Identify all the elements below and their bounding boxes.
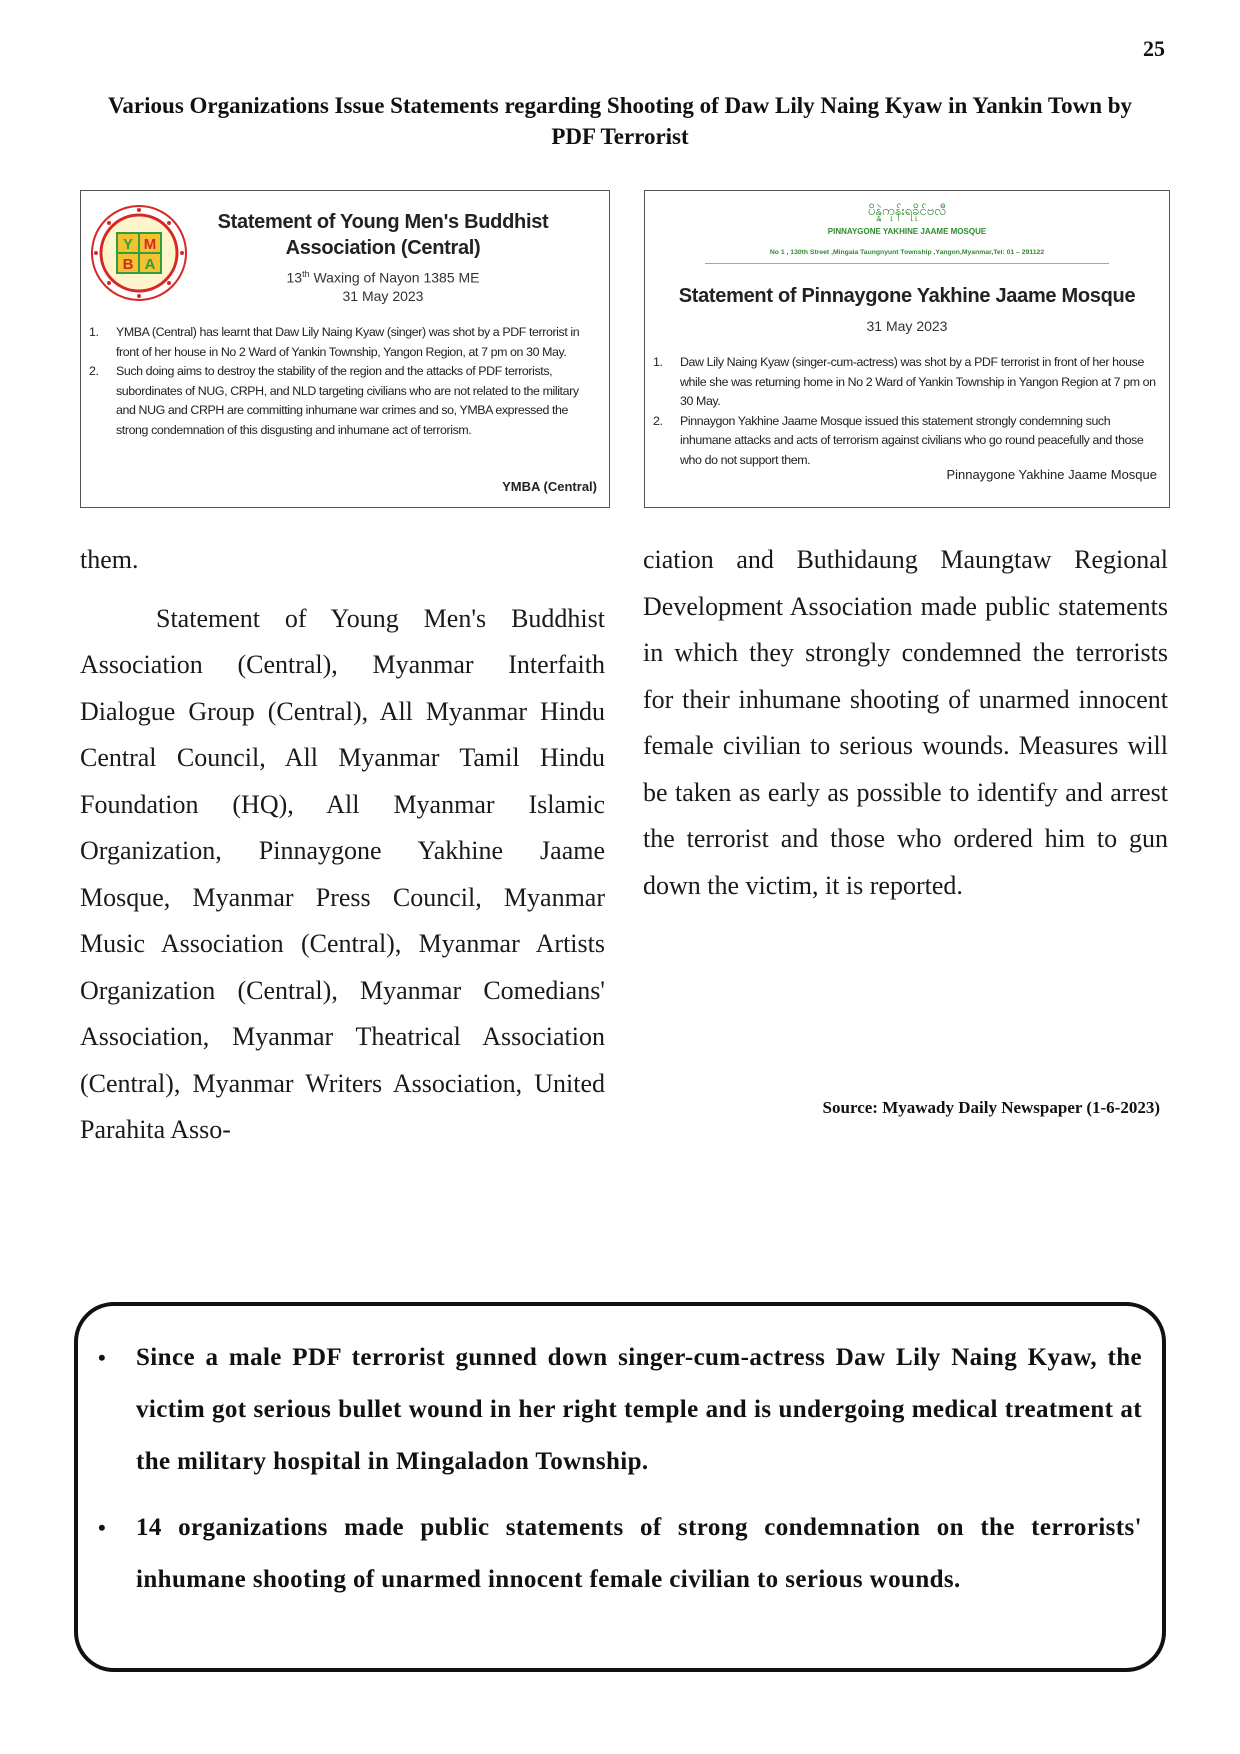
statement-point (89, 323, 601, 362)
point-text: Such doing aims to destroy the stability of the region and the attacks of PDF terrorists, subordinates of NUG, CRPH, and NLD targeting civilians who are not related to the military and NUG and CRPH are committing inhumane war crimes and so, YMBA expressed the strong condemnation of this disgusting and inhumane act of terrorism. (116, 364, 579, 437)
page-number: 25 (1143, 36, 1165, 61)
summary-list (98, 1332, 1142, 1620)
mosque-statement-date: 31 May 2023 (866, 318, 948, 334)
source-note: Source: Myawady Daily Newspaper (1-6-2023) (822, 1098, 1160, 1117)
statement-point (89, 362, 601, 440)
mosque-letterhead-address: No 1 , 130th Street ,Mingala Taungnyunt Township ,Yangon,Myanmar,Tel: 01 – 291122 (769, 249, 1045, 256)
statement-point (653, 353, 1161, 412)
mosque-statement-header (645, 283, 1169, 335)
summary-item (98, 1332, 1142, 1488)
summary-text: Since a male PDF terrorist gunned down singer-cum-actress Daw Lily Naing Kyaw, the victim got serious bullet wound in her right temple and is undergoing medical treatment at the military hospital in Mingaladon Township. (136, 1344, 1142, 1475)
point-text: Pinnaygon Yakhine Jaame Mosque issued this statement strongly condemning such inhumane attacks and acts of terrorism against civilians who go round peacefully and those who do not support them. (680, 413, 1144, 467)
bullet-icon: • (98, 1345, 107, 1370)
point-number: 1. (653, 355, 663, 369)
ymba-statement-image (80, 190, 610, 508)
logo-letter: M (143, 236, 157, 253)
date-suffix: th (302, 269, 310, 279)
point-number: 2. (89, 364, 99, 378)
point-number: 1. (89, 325, 99, 339)
ymba-statement-points (89, 323, 601, 440)
body-paragraph: ciation and Buthidaung Maungtaw Regional Development Association made public statements in which they strongly condemned the terrorists for their inhumane shooting of unarmed innocent female civilian to serious wounds. Measures will be taken as early as possible to identify and arrest the terrorist and those who ordered him to gun down the victim, it is reported. (643, 545, 1168, 900)
mosque-myanmar-header: ပိန္နဲကုန်းရခိုင်ဗလီ (867, 203, 947, 218)
mosque-statement-title: Statement of Pinnaygone Yakhine Jaame Mosque (678, 285, 1136, 307)
ymba-statement-date-line (193, 265, 573, 287)
statement-point (653, 412, 1161, 471)
date-rest: Waxing of Nayon 1385 ME (309, 269, 480, 286)
body-column-left (80, 537, 605, 1154)
logo-letter: A (144, 256, 156, 273)
ymba-logo-icon (89, 203, 189, 303)
mosque-signature: Pinnaygone Yakhine Jaame Mosque (946, 467, 1157, 482)
ymba-statement-title: Statement of Young Men's Buddhist Association (Central) (217, 211, 549, 259)
ymba-statement-header (193, 209, 573, 305)
logo-letter: B (122, 256, 134, 273)
point-number: 2. (653, 413, 663, 428)
mosque-statement-image (644, 190, 1170, 508)
date-day: 13 (286, 269, 303, 286)
body-fragment: them. (80, 545, 139, 574)
point-text: Daw Lily Naing Kyaw (singer-cum-actress) was shot by a PDF terrorist in front of her house while she was returning home in No 2 Ward of Yankin Township in Yangon Region at 7 pm on 30 May. (680, 355, 1156, 408)
letterhead-divider (705, 263, 1109, 264)
mosque-statement-points (653, 353, 1161, 470)
logo-letter: Y (122, 236, 134, 253)
summary-item (98, 1502, 1142, 1606)
page-title: Various Organizations Issue Statements regarding Shooting of Daw Lily Naing Kyaw in Yankin Town by PDF Terrorist (107, 93, 1133, 149)
summary-text: 14 organizations made public statements of strong condemnation on the terrorists' inhumane shooting of unarmed innocent female civilian to serious wounds. (136, 1514, 1142, 1593)
point-text: YMBA (Central) has learnt that Daw Lily Naing Kyaw (singer) was shot by a PDF terrorist in front of her house in No 2 Ward of Yankin Township, Yangon Region, at 7 pm on 30 May. (116, 325, 580, 359)
body-column-right (643, 537, 1168, 909)
bullet-icon: • (98, 1515, 107, 1540)
body-paragraph: Statement of Young Men's Buddhist Association (Central), Myanmar Interfaith Dialogue Group (Central), All Myanmar Hindu Central Council, All Myanmar Tamil Hindu Foundation (HQ), All Myanmar Islamic Organization, Pinnaygone Yakhine Jaame Mosque, Myanmar Press Council, Myanmar Music Association (Central), Myanmar Artists Organization (Central), Myanmar Comedians' Association, Myanmar Theatrical Association (Central), Myanmar Writers Association, United Parahita Asso- (80, 603, 605, 1144)
ymba-statement-date: 31 May 2023 (342, 287, 424, 304)
ymba-signature: YMBA (Central) (502, 479, 597, 494)
summary-box (74, 1302, 1166, 1672)
mosque-letterhead-name: PINNAYGONE YAKHINE JAAME MOSQUE (827, 227, 987, 236)
